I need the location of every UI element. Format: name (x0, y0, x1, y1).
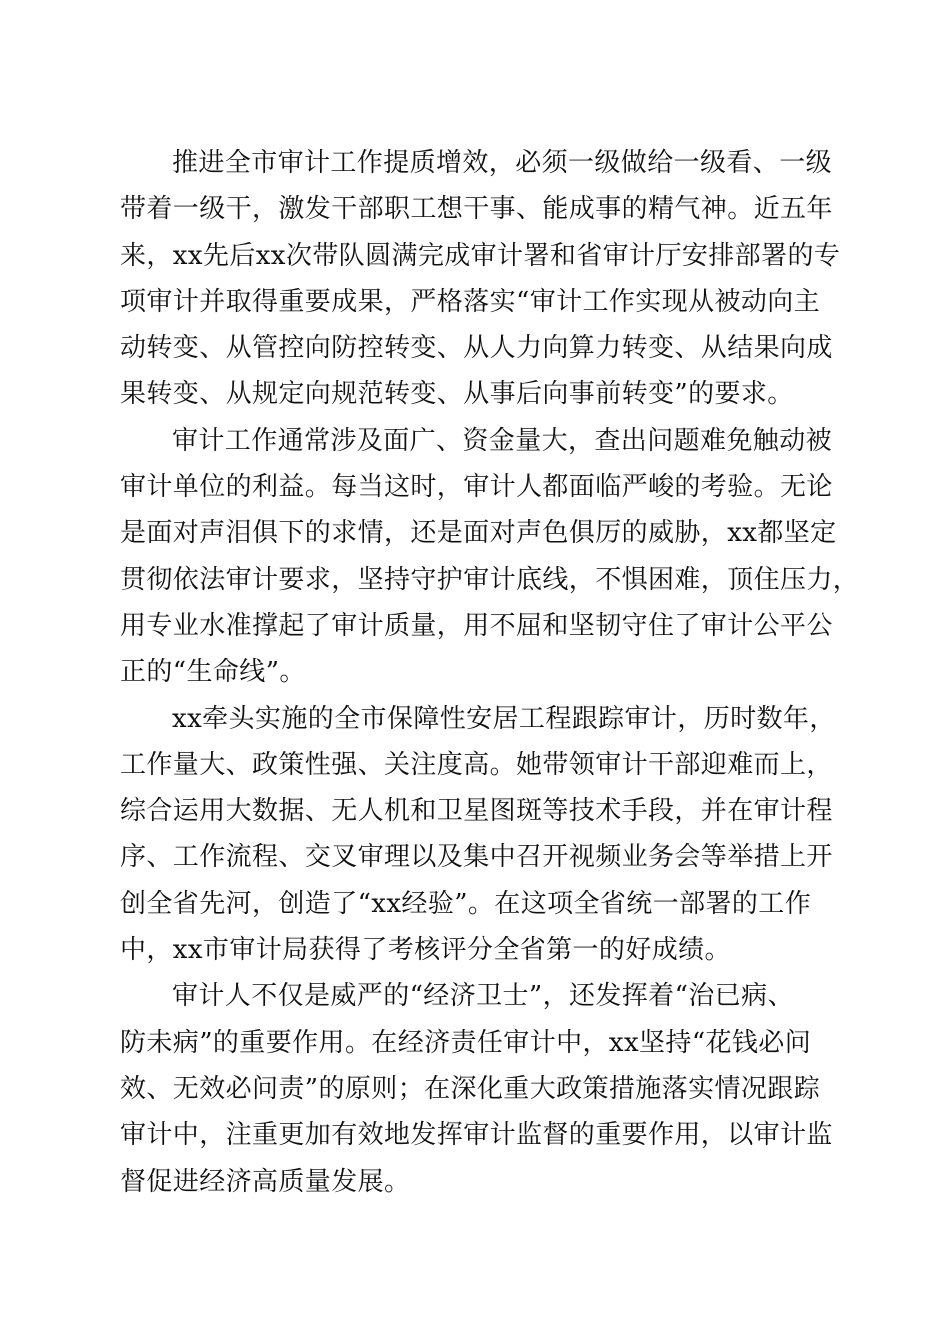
document-body (120, 140, 860, 1205)
paragraph-line: 带着一级干，激发干部职工想干事、能成事的精气神。近五年 (120, 194, 833, 225)
paragraph-line: 中，xx市审计局获得了考核评分全省第一的好成绩。 (120, 935, 731, 966)
paragraph-4 (120, 973, 832, 1204)
paragraph-line: 工作量大、政策性强、关注度高。她带领审计干部迎难而上， (120, 749, 833, 780)
paragraph-2 (120, 418, 860, 696)
paragraph-line: 用专业水准撑起了审计质量，用不屈和坚韧守住了审计公平公 (120, 610, 833, 641)
paragraph-1 (120, 140, 841, 418)
paragraph-line: 防未病”的重要作用。在经济责任审计中，xx坚持“花钱必问 (120, 1027, 812, 1058)
paragraph-line: 项审计并取得重要成果，严格落实“审计工作实现从被动向主 (120, 286, 821, 317)
paragraph-line: 审计工作通常涉及面广、资金量大，查出问题难免触动被 (172, 425, 833, 456)
paragraph-line: xx牵头实施的全市保障性安居工程跟踪审计，历时数年， (172, 703, 836, 734)
paragraph-line: 动转变、从管控向防控转变、从人力向算力转变、从结果向成 (120, 333, 833, 364)
paragraph-line: 审计中，注重更加有效地发挥审计监督的重要作用，以审计监 (120, 1120, 833, 1151)
paragraph-line: 创全省先河，创造了“xx经验”。在这项全省统一部署的工作 (120, 888, 812, 919)
paragraph-line: 果转变、从规定向规范转变、从事后向事前转变”的要求。 (120, 379, 794, 410)
paragraph-3 (120, 696, 836, 974)
paragraph-line: 贯彻依法审计要求，坚持守护审计底线，不惧困难，顶住压力， (120, 564, 860, 595)
paragraph-line: 是面对声泪俱下的求情，还是面对声色俱厉的威胁，xx都坚定 (120, 518, 837, 549)
paragraph-line: 序、工作流程、交叉审理以及集中召开视频业务会等举措上开 (120, 842, 833, 873)
paragraph-line: 督促进经济高质量发展。 (120, 1166, 411, 1197)
paragraph-line: 推进全市审计工作提质增效，必须一级做给一级看、一级 (172, 148, 833, 178)
paragraph-line: 效、无效必问责”的原则；在深化重大政策措施落实情况跟踪 (120, 1073, 821, 1104)
paragraph-line: 审计单位的利益。每当这时，审计人都面临严峻的考验。无论 (120, 472, 833, 503)
paragraph-line: 综合运用大数据、无人机和卫星图斑等技术手段，并在审计程 (120, 796, 833, 827)
paragraph-line: 正的“生命线”。 (120, 657, 306, 688)
paragraph-line: 来，xx先后xx次带队圆满完成审计署和省审计厅安排部署的专 (120, 240, 841, 271)
paragraph-line: 审计人不仅是威严的“经济卫士”，还发挥着“治已病、 (172, 981, 794, 1012)
